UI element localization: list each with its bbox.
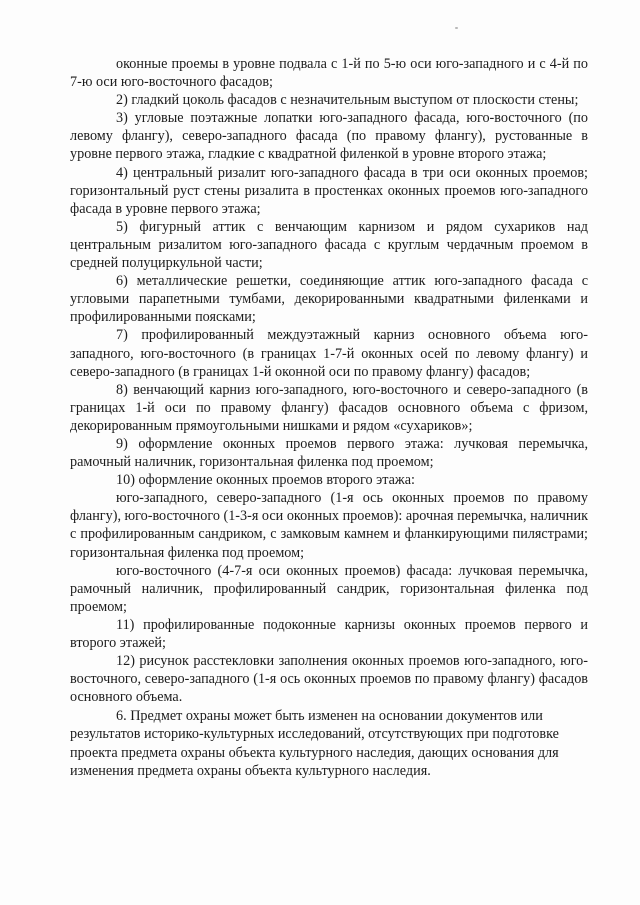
paragraph-item-11-sill-cornices: 11) профилированные подоконные карнизы оконных проемов первого и второго этажей; — [70, 616, 588, 651]
paragraph-item-10-second-floor-windows: 10) оформление оконных проемов второго этажа: — [116, 472, 415, 489]
paragraph-item-7-cornice: 7) профилированный междуэтажный карниз основного объема юго-западного, юго-восточного (в границах 1-7-й оконных осей по левому флангу) и северо-западного (в границах 1-й оконной оси по правому флангу) фасадов; — [70, 327, 588, 380]
paragraph-item-3-pilasters: 3) угловые поэтажные лопатки юго-западного фасада, юго-восточного (по левому флангу), северо-западного фасада (по правому флангу), рустованные в уровне первого этажа, гладкие с квадратной филенкой в уровне второго этажа; — [70, 110, 588, 163]
paragraph-item-5-attic: 5) фигурный аттик с венчающим карнизом и рядом сухариков над центральным ризалитом юго-западного фасада с круглым чердачным проемом в средней полуциркульной части; — [70, 218, 588, 272]
document-body — [70, 55, 588, 780]
paragraph-item-8-crowning-cornice: 8) венчающий карниз юго-западного, юго-восточного и северо-западного (в границах 1-й оси по правому флангу) фасадов основного объема с фризом, декорированным прямоугольными нишками и рядом «сухариков»; — [70, 381, 588, 434]
paragraph-item-4-risalit: 4) центральный ризалит юго-западного фасада в три оси оконных проемов; горизонтальный руст стены ризалита в простенках оконных проемов юго-западного фасада в уровне первого этажа; — [70, 164, 588, 217]
paragraph-item-12-glazing: 12) рисунок расстекловки заполнения оконных проемов юго-западного, юго-восточного, северо-западного (1-я ось оконных проемов по правому флангу) фасадов основного объема. — [70, 653, 588, 706]
paragraph-item-2-plinth: 2) гладкий цоколь фасадов с незначительным выступом от плоскости стены; — [116, 92, 579, 109]
paragraph-item-10-sub-southwest: юго-западного, северо-западного (1-я ось оконных проемов по правому флангу), юго-восточного (1-3-я оси оконных проемов): арочная перемычка, наличник с профилированным сандриком, с замковым камнем и фланкирующими пилястрами; горизонтальная филенка под проемом; — [70, 490, 588, 561]
paragraph-basement-openings: оконные проемы в уровне подвала с 1-й по 5-ю оси юго-западного и с 4-й по 7-ю оси юго-восточного фасадов; — [70, 56, 588, 91]
paragraph-item-10-sub-southeast: юго-восточного (4-7-я оси оконных проемов) фасада: лучковая перемычка, рамочный наличник, профилированный сандрик, горизонтальная филенка под проемом; — [70, 562, 588, 615]
paragraph-item-6-grilles: 6) металлические решетки, соединяющие аттик юго-западного фасада с угловыми парапетными тумбами, декорированными квадратными филенками и профилированными поясками; — [70, 273, 588, 326]
scan-speck — [455, 27, 458, 29]
paragraph-item-9-first-floor-windows: 9) оформление оконных проемов первого этажа: лучковая перемычка, рамочный наличник, горизонтальная филенка под проемом; — [70, 435, 588, 471]
paragraph-clause-6: 6. Предмет охраны может быть изменен на основании документов или результатов историко-культурных исследований, отсутствующих при подготовке проекта предмета охраны объекта культурного наследия, дающих основания для изменения предмета охраны объекта культурного наследия. — [70, 708, 559, 779]
